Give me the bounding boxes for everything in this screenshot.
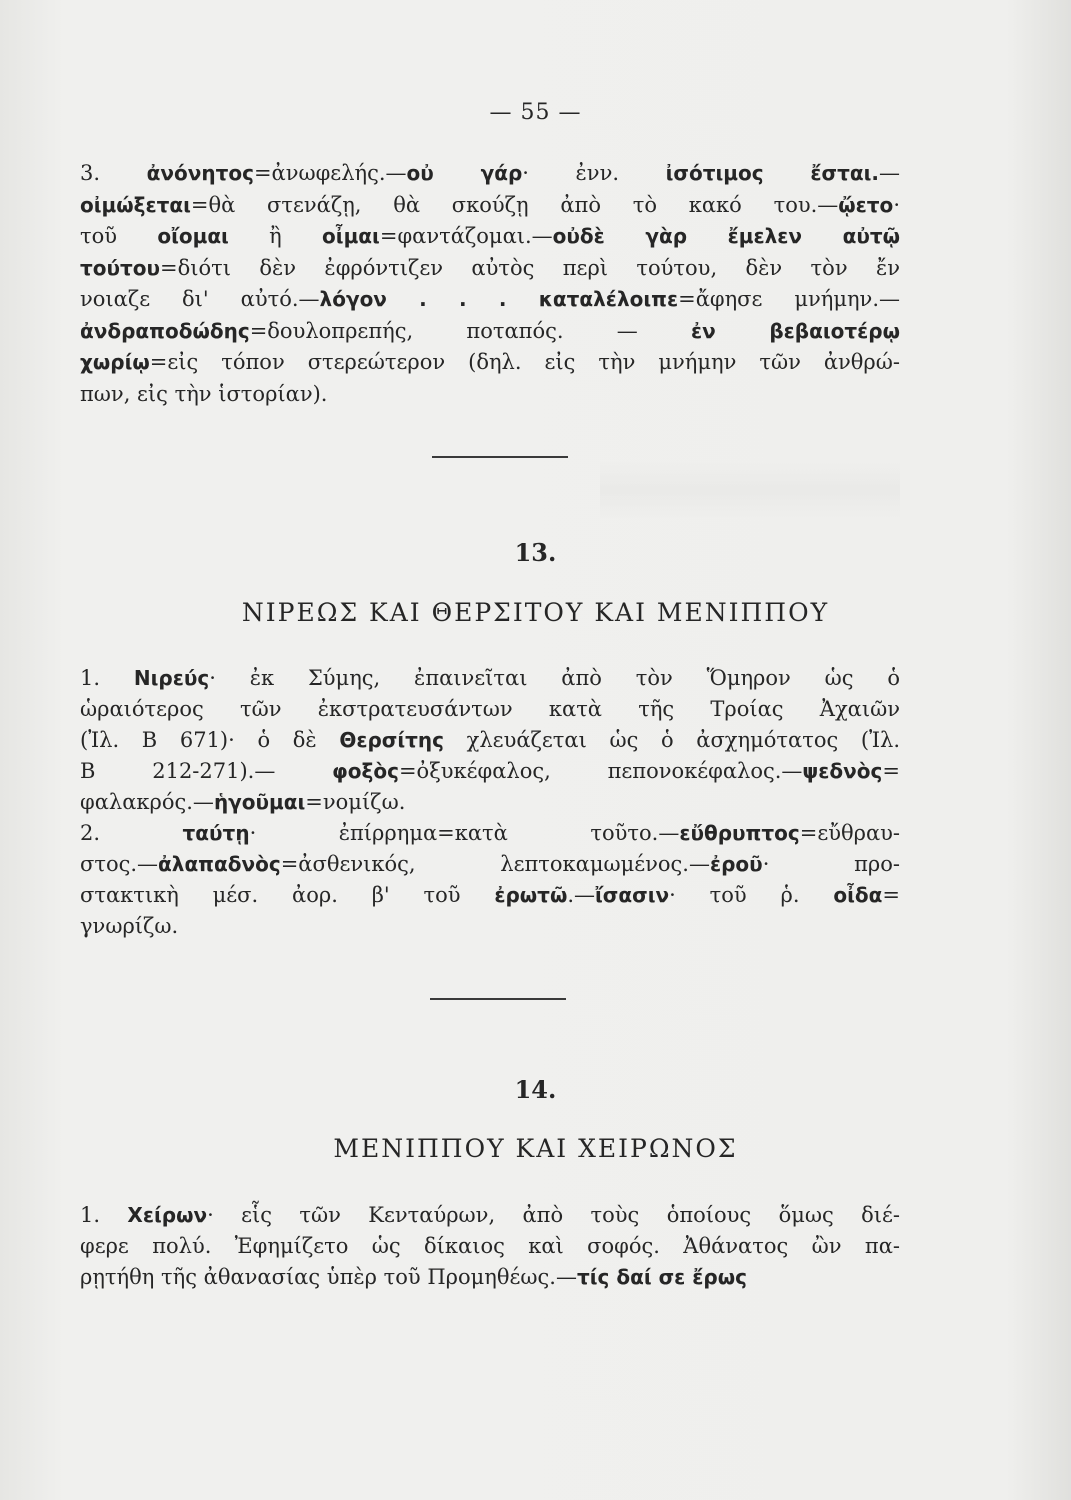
- headword: ἀλαπαδνὸς: [158, 852, 281, 876]
- headword: τούτου: [80, 255, 161, 280]
- text-line: [80, 725, 900, 756]
- gloss-text: ·: [893, 192, 900, 217]
- section-13-notes: [80, 663, 900, 942]
- gloss-text: · ἐνν.: [522, 161, 666, 185]
- gloss-text: ἢ: [228, 224, 323, 248]
- headword: ταύτῃ: [182, 821, 250, 845]
- gloss-text: =ἀσθενικός, λεπτοκαμωμένος.—: [280, 852, 710, 876]
- text-line: [80, 818, 900, 849]
- text-line: [80, 284, 900, 316]
- gloss-text: =: [882, 759, 901, 783]
- headword: ᾤετο: [838, 192, 894, 217]
- text-line: [80, 756, 900, 787]
- headword: εὔθρυπτος: [679, 821, 800, 845]
- gloss-text: —: [879, 161, 901, 185]
- gloss-text: =εὔθραυ-: [799, 821, 900, 845]
- bleed-through-shadow: [600, 460, 900, 520]
- text-line: [80, 663, 900, 694]
- section-13-number: 13.: [514, 538, 557, 567]
- gloss-text: =ἀνωφελής.—: [253, 161, 407, 185]
- headword: οὐ γάρ: [406, 161, 523, 185]
- gloss-text: .—: [567, 883, 596, 907]
- gloss-text: Β 212-271).—: [80, 759, 333, 783]
- headword: Χείρων: [127, 1203, 208, 1227]
- gloss-text: =ὀξυκέφαλος, πεπονοκέφαλος.—: [398, 759, 803, 783]
- section-a-notes: [80, 158, 900, 410]
- headword: ἴσασιν: [595, 883, 670, 907]
- gloss-text: 3.: [80, 161, 147, 185]
- gloss-text: στος.—: [80, 852, 159, 876]
- gloss-text: =φαντάζομαι.—: [379, 224, 553, 248]
- section-14-title: ΜΕΝΙΠΠΟΥ ΚΑΙ ΧΕΙΡΩΝΟΣ: [333, 1134, 738, 1163]
- gloss-text: =δουλοπρεπής, ποταπός. —: [249, 318, 692, 343]
- headword: ἀνδραποδώδης: [80, 318, 250, 343]
- text-line: [80, 1262, 900, 1293]
- text-line: [80, 379, 900, 411]
- text-line: [80, 880, 900, 911]
- gloss-text: τοῦ: [80, 224, 158, 248]
- section-14-number: 14.: [514, 1075, 557, 1104]
- headword: φοξὸς: [332, 759, 399, 783]
- gloss-text: φαλακρός.—: [80, 790, 214, 814]
- headword: τίς δαί σε ἔρως: [576, 1265, 747, 1289]
- gloss-text: νοιαζε δι' αὐτό.—: [80, 287, 320, 311]
- headword: ἐν βεβαιοτέρῳ: [691, 318, 900, 343]
- gloss-text: πων, εἰς τὴν ἱστορίαν).: [80, 381, 328, 406]
- gloss-text: στακτικὴ μέσ. ἀορ. β' τοῦ: [80, 883, 495, 907]
- gloss-text: =εἰς τόπον στερεώτερον (δηλ. εἰς τὴν μνήμην τῶν ἀνθρώ-: [149, 350, 900, 374]
- headword: ἐροῦ: [709, 852, 763, 876]
- headword: ἡγοῦμαι: [213, 790, 306, 814]
- divider-rule: [432, 456, 568, 458]
- text-line: [80, 158, 900, 190]
- section-13-title: ΝΙΡΕΩΣ ΚΑΙ ΘΕΡΣΙΤΟΥ ΚΑΙ ΜΕΝΙΠΠΟΥ: [241, 598, 830, 627]
- page-number: — 55 —: [489, 100, 582, 125]
- text-line: [80, 347, 900, 379]
- gloss-text: · ἐκ Σύμης, ἐπαινεῖται ἀπὸ τὸν Ὅμηρον ὡς ὁ: [209, 666, 900, 690]
- headword: ἐρωτῶ: [494, 883, 568, 907]
- text-line: [80, 316, 900, 348]
- gloss-text: 1.: [80, 1203, 128, 1227]
- text-line: [80, 694, 900, 725]
- gloss-text: · ἐπίρρημα=κατὰ τοῦτο.—: [249, 821, 680, 845]
- gloss-text: =νομίζω.: [305, 790, 406, 814]
- text-line: [80, 1200, 900, 1231]
- gloss-text: · εἷς τῶν Κενταύρων, ἀπὸ τοὺς ὁποίους ὅμως διέ-: [207, 1203, 900, 1227]
- headword: Νιρεύς: [133, 666, 210, 690]
- headword: οἰμώξεται: [80, 192, 191, 217]
- gloss-text: 1.: [80, 666, 134, 690]
- gloss-text: · τοῦ ῥ.: [669, 883, 834, 907]
- text-line: [80, 911, 900, 942]
- gloss-text: =ἄφησε μνήμην.—: [678, 287, 900, 311]
- text-line: [80, 190, 900, 222]
- gloss-text: φερε πολύ. Ἐφημίζετο ὡς δίκαιος καὶ σοφός. Ἀθάνατος ὢν πα-: [80, 1234, 900, 1258]
- text-line: [80, 1231, 900, 1262]
- headword: ἀνόνητος: [146, 161, 254, 185]
- section-14-notes: [80, 1200, 900, 1293]
- headword: Θερσίτης: [339, 728, 444, 752]
- gloss-text: ρῃτήθη τῆς ἀθανασίας ὑπὲρ τοῦ Προμηθέως.—: [80, 1265, 577, 1289]
- headword: οὐδὲ γὰρ ἔμελεν αὐτῷ: [552, 224, 900, 248]
- gloss-text: =θὰ στενάζῃ, θὰ σκούζῃ ἀπὸ τὸ κακό του.—: [190, 192, 839, 217]
- text-line: [80, 849, 900, 880]
- text-line: [80, 221, 900, 253]
- headword: οἶμαι: [322, 224, 380, 248]
- divider-rule: [430, 998, 566, 1000]
- headword: λόγον . . . καταλέλοιπε: [319, 287, 679, 311]
- gloss-text: 2.: [80, 821, 183, 845]
- text-line: [80, 787, 900, 818]
- gloss-text: γνωρίζω.: [80, 914, 179, 938]
- gloss-text: (Ἰλ. Β 671)· ὁ δὲ: [80, 728, 340, 752]
- gloss-text: =διότι δὲν ἐφρόντιζεν αὐτὸς περὶ τούτου, δὲν τὸν ἔν: [160, 255, 900, 280]
- headword: χωρίῳ: [80, 350, 150, 374]
- gloss-text: · προ-: [762, 852, 900, 876]
- gloss-text: ὡραιότερος τῶν ἐκστρατευσάντων κατὰ τῆς Τροίας Ἀχαιῶν: [80, 697, 900, 721]
- text-line: [80, 253, 900, 285]
- gloss-text: =: [882, 883, 900, 907]
- headword: ψεδνὸς: [802, 759, 883, 783]
- headword: οἴομαι: [157, 224, 229, 248]
- gloss-text: χλευάζεται ὡς ὁ ἀσχημότατος (Ἰλ.: [444, 728, 900, 752]
- headword: οἶδα: [833, 883, 883, 907]
- headword: ἰσότιμος ἔσται.: [665, 161, 880, 185]
